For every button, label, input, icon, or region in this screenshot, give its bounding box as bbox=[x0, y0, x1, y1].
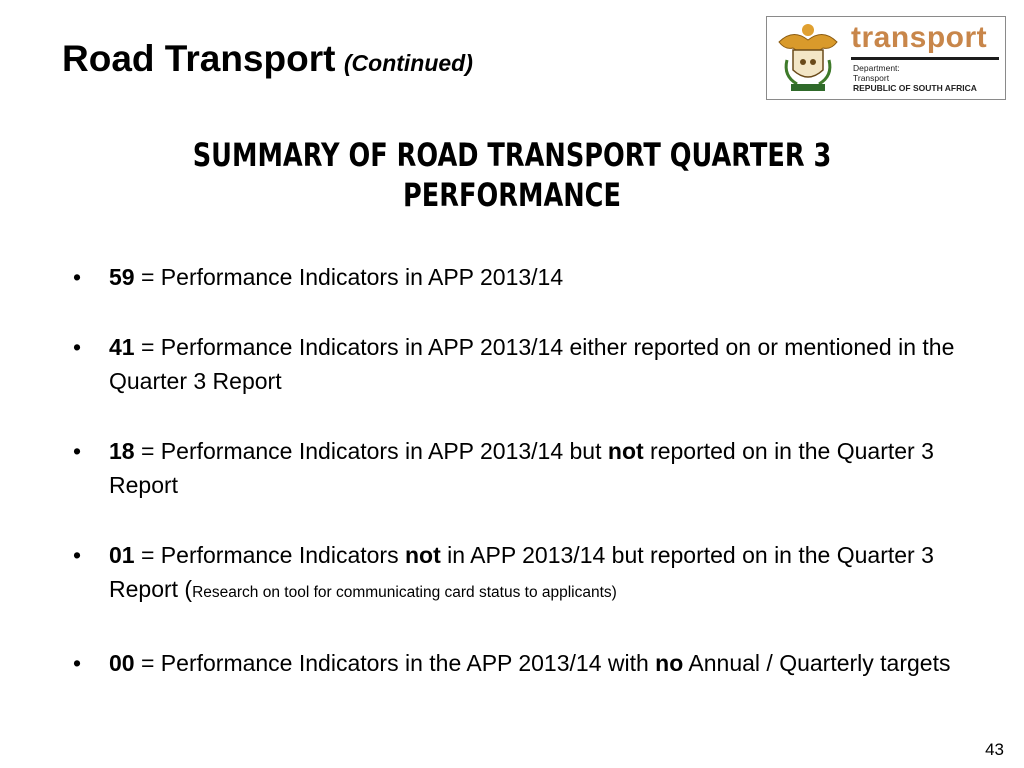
logo-divider bbox=[851, 57, 999, 60]
bullet-icon: • bbox=[73, 650, 82, 676]
bullet-number: 18 bbox=[109, 438, 135, 464]
bullet-item bbox=[73, 330, 973, 398]
bullet-number: 01 bbox=[109, 542, 135, 568]
coat-of-arms-icon bbox=[773, 20, 843, 96]
bullet-text-continued: Annual / Quarterly targets bbox=[683, 650, 951, 676]
logo-country: REPUBLIC OF SOUTH AFRICA bbox=[853, 83, 977, 93]
slide-title bbox=[62, 38, 473, 80]
bullet-text: = Performance Indicators bbox=[134, 542, 405, 568]
logo-department-name: Transport bbox=[853, 73, 890, 83]
bullet-text: = Performance Indicators in APP 2013/14 but bbox=[134, 438, 608, 464]
bullet-icon: • bbox=[73, 264, 82, 290]
slide-subtitle bbox=[192, 135, 832, 215]
bullet-number: 00 bbox=[109, 650, 135, 676]
bullet-list bbox=[73, 260, 973, 716]
bullet-text: = Performance Indicators in APP 2013/14 bbox=[134, 264, 564, 290]
title-suffix: (Continued) bbox=[343, 50, 473, 76]
bullet-text: = Performance Indicators in APP 2013/14 either reported on or mentioned in the Quarter 3 Report bbox=[109, 334, 955, 394]
bullet-icon: • bbox=[73, 542, 82, 568]
bullet-note: Research on tool for communicating card status to applicants) bbox=[192, 584, 617, 601]
title-main: Road Transport bbox=[62, 38, 336, 79]
bullet-emphasis: no bbox=[655, 650, 684, 676]
bullet-item bbox=[73, 646, 973, 680]
bullet-icon: • bbox=[73, 438, 82, 464]
department-logo bbox=[766, 16, 1006, 100]
subtitle-line-1: SUMMARY OF ROAD TRANSPORT QUARTER 3 bbox=[192, 136, 832, 174]
bullet-number: 41 bbox=[109, 334, 135, 360]
bullet-item bbox=[73, 434, 973, 502]
logo-wordmark: transport bbox=[851, 21, 988, 54]
page-number: 43 bbox=[985, 740, 1004, 759]
bullet-text: = Performance Indicators in the APP 2013/14 with bbox=[134, 650, 656, 676]
bullet-text-continued: in APP 2013/14 but reported on in the Quarter 3 Report ( bbox=[109, 542, 934, 602]
bullet-item bbox=[73, 260, 973, 294]
bullet-emphasis: not bbox=[607, 438, 644, 464]
bullet-text-continued: reported on in the Quarter 3 Report bbox=[109, 438, 934, 498]
bullet-item bbox=[73, 538, 973, 610]
subtitle-line-2: PERFORMANCE bbox=[403, 176, 621, 214]
bullet-icon: • bbox=[73, 334, 82, 360]
bullet-emphasis: not bbox=[404, 542, 441, 568]
bullet-number: 59 bbox=[109, 264, 135, 290]
logo-department-label: Department: bbox=[853, 63, 900, 73]
